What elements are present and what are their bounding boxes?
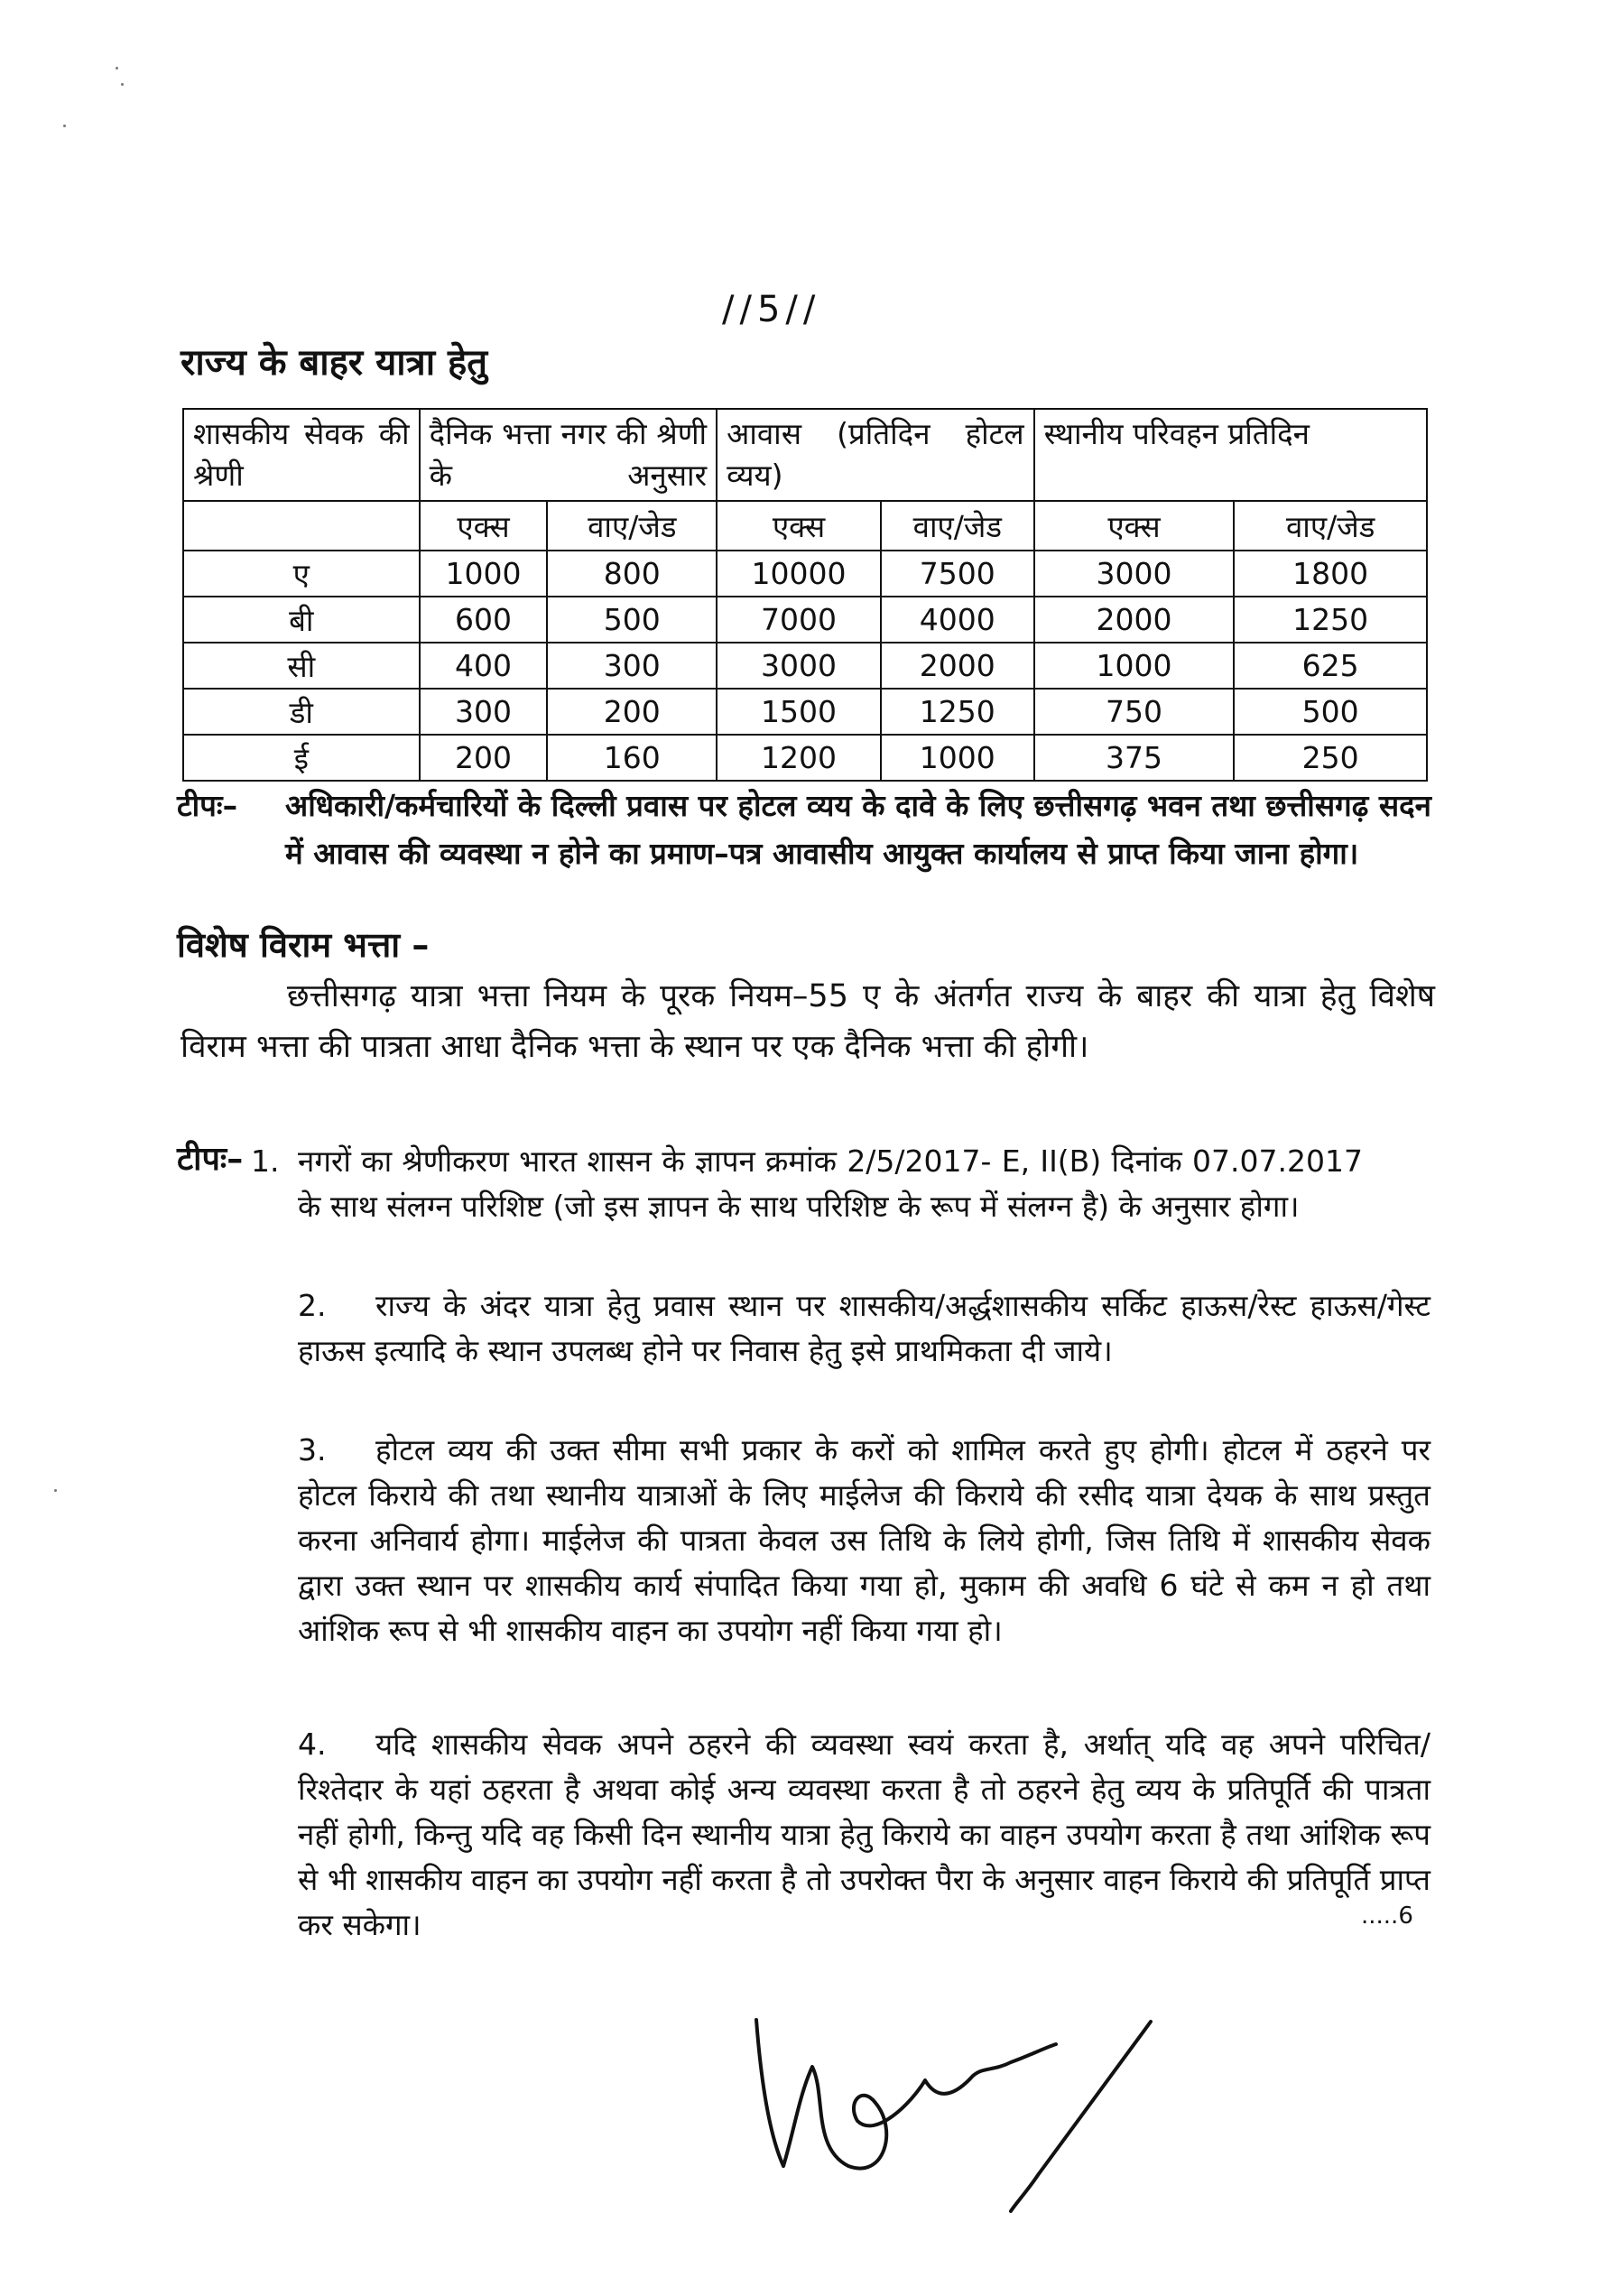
- value-cell: 500: [547, 597, 717, 643]
- value-cell: 300: [420, 689, 548, 735]
- value-cell: 1250: [881, 689, 1034, 735]
- value-cell: 1800: [1234, 551, 1427, 597]
- value-cell: 400: [420, 643, 548, 689]
- value-cell: 200: [547, 689, 717, 735]
- special-halt-heading: विशेष विराम भत्ता –: [177, 925, 430, 965]
- category-cell: ई: [183, 735, 420, 781]
- value-cell: 1000: [1034, 643, 1235, 689]
- value-cell: 1500: [717, 689, 881, 735]
- scan-speck: [116, 67, 118, 69]
- note-item-text: यदि शासकीय सेवक अपने ठहरने की व्यवस्था स्वयं करता है, अर्थात् यदि वह अपने परिचित/रिश्तेदार के यहां ठहरता है अथवा कोई अन्य व्यवस्था करता है तो ठहरने हेतु व्यय के प्रतिपूर्ति की पात्रता नहीं होगी, किन्तु यदि वह किसी दिन स्थानीय यात्रा हेतु किराये का वाहन उपयोग करता है तथा आंशिक रूप से भी शासकीय वाहन का उपयोग नहीं करता है तो उपरोक्त पैरा के अनुसार वाहन किराये की प्रतिपूर्ति प्राप्त कर सकेगा।: [298, 1727, 1430, 1942]
- table-row: [183, 597, 1427, 643]
- note-text: अधिकारी/कर्मचारियों के दिल्ली प्रवास पर होटल व्यय के दावे के लिए छत्तीसगढ़ भवन तथा छत्तीसगढ़ सदन में आवास की व्यवस्था न होने का प्रमाण–पत्र आवासीय आयुक्त कार्यालय से प्राप्त किया जाना होगा।: [285, 788, 1431, 871]
- value-cell: 1250: [1234, 597, 1427, 643]
- section-heading: राज्य के बाहर यात्रा हेतु: [181, 342, 488, 384]
- note-item-1: [251, 1139, 1363, 1229]
- note-item-number: 2.: [298, 1288, 327, 1323]
- continuation-marker: .....6: [1361, 1903, 1413, 1930]
- value-cell: 1000: [420, 551, 548, 597]
- subheader-cell: वाए/जेड: [1234, 501, 1427, 551]
- note-label: टीपः–: [177, 1141, 244, 1178]
- scan-speck: [121, 83, 124, 86]
- local-transport-header: स्थानीय परिवहन प्रतिदिन: [1034, 409, 1427, 501]
- note-item-number: 3.: [298, 1432, 327, 1467]
- special-halt-text: छत्तीसगढ़ यात्रा भत्ता नियम के पूरक नियम–55 ए के अंतर्गत राज्य के बाहर की यात्रा हेतु विशेष विराम भत्ता की पात्रता आधा दैनिक भत्ता के स्थान पर एक दैनिक भत्ता की होगी।: [181, 978, 1435, 1065]
- value-cell: 160: [547, 735, 717, 781]
- value-cell: 250: [1234, 735, 1427, 781]
- note-item-number: 4.: [298, 1727, 327, 1762]
- handwritten-signature: [740, 1995, 1173, 2229]
- category-cell: बी: [183, 597, 420, 643]
- lodging-header: आवास (प्रतिदिन होटल व्यय): [717, 409, 1034, 501]
- note-item-text: नगरों का श्रेणीकरण भारत शासन के ज्ञापन क्रमांक 2/5/2017- E, II(B) दिनांक 07.07.2017 के साथ संलग्न परिशिष्ट (जो इस ज्ञापन के साथ परिशिष्ट के रूप में संलग्न है) के अनुसार होगा।: [298, 1143, 1363, 1224]
- table-row: [183, 643, 1427, 689]
- note-label: टीपः–: [177, 788, 238, 823]
- value-cell: 7000: [717, 597, 881, 643]
- value-cell: 1200: [717, 735, 881, 781]
- value-cell: 4000: [881, 597, 1034, 643]
- note-item-4: [298, 1722, 1430, 1948]
- value-cell: 2000: [881, 643, 1034, 689]
- note-item-3: [298, 1428, 1430, 1653]
- value-cell: 3000: [717, 643, 881, 689]
- table-row: [183, 551, 1427, 597]
- table-row: [183, 735, 1427, 781]
- value-cell: 600: [420, 597, 548, 643]
- value-cell: 10000: [717, 551, 881, 597]
- value-cell: 2000: [1034, 597, 1235, 643]
- note-item-number: 1.: [251, 1143, 280, 1179]
- note-delhi-stay: [177, 782, 1431, 871]
- subheader-cell: एक्स: [717, 501, 881, 551]
- value-cell: 375: [1034, 735, 1235, 781]
- table-subheader-row: [183, 501, 1427, 551]
- value-cell: 3000: [1034, 551, 1235, 597]
- value-cell: 625: [1234, 643, 1427, 689]
- subheader-cell: वाए/जेड: [547, 501, 717, 551]
- scan-speck: [63, 125, 66, 127]
- category-cell: ए: [183, 551, 420, 597]
- scan-speck: [54, 1489, 57, 1492]
- value-cell: 300: [547, 643, 717, 689]
- category-header: शासकीय सेवक की श्रेणी: [183, 409, 420, 501]
- allowance-table: [182, 408, 1428, 782]
- value-cell: 750: [1034, 689, 1235, 735]
- table-row: [183, 689, 1427, 735]
- subheader-cell: एक्स: [420, 501, 548, 551]
- value-cell: 200: [420, 735, 548, 781]
- category-cell: सी: [183, 643, 420, 689]
- page-number: //5//: [722, 289, 821, 330]
- subheader-cell: वाए/जेड: [881, 501, 1034, 551]
- empty-cell: [183, 501, 420, 551]
- daily-allowance-header: दैनिक भत्ता नगर की श्रेणी के अनुसार: [420, 409, 718, 501]
- note-item-text: होटल व्यय की उक्त सीमा सभी प्रकार के करों को शामिल करते हुए होगी। होटल में ठहरने पर होटल किराये की तथा स्थानीय यात्राओं के लिए माईलेज की किराये की रसीद यात्रा देयक के साथ प्रस्तुत करना अनिवार्य होगा। माईलेज की पात्रता केवल उस तिथि के लिये होगी, जिस तिथि में शासकीय सेवक द्वारा उक्त स्थान पर शासकीय कार्य संपादित किया गया हो, मुकाम की अवधि 6 घंटे से कम न हो तथा आंशिक रूप से भी शासकीय वाहन का उपयोग नहीं किया गया हो।: [298, 1432, 1430, 1648]
- value-cell: 7500: [881, 551, 1034, 597]
- category-cell: डी: [183, 689, 420, 735]
- value-cell: 500: [1234, 689, 1427, 735]
- note-item-text: राज्य के अंदर यात्रा हेतु प्रवास स्थान पर शासकीय/अर्द्धशासकीय सर्किट हाऊस/रेस्ट हाऊस/गेस्ट हाऊस इत्यादि के स्थान उपलब्ध होने पर निवास हेतु इसे प्राथमिकता दी जाये।: [298, 1288, 1430, 1368]
- table-header-row: [183, 409, 1427, 501]
- note-item-2: [298, 1283, 1430, 1374]
- value-cell: 800: [547, 551, 717, 597]
- value-cell: 1000: [881, 735, 1034, 781]
- subheader-cell: एक्स: [1034, 501, 1235, 551]
